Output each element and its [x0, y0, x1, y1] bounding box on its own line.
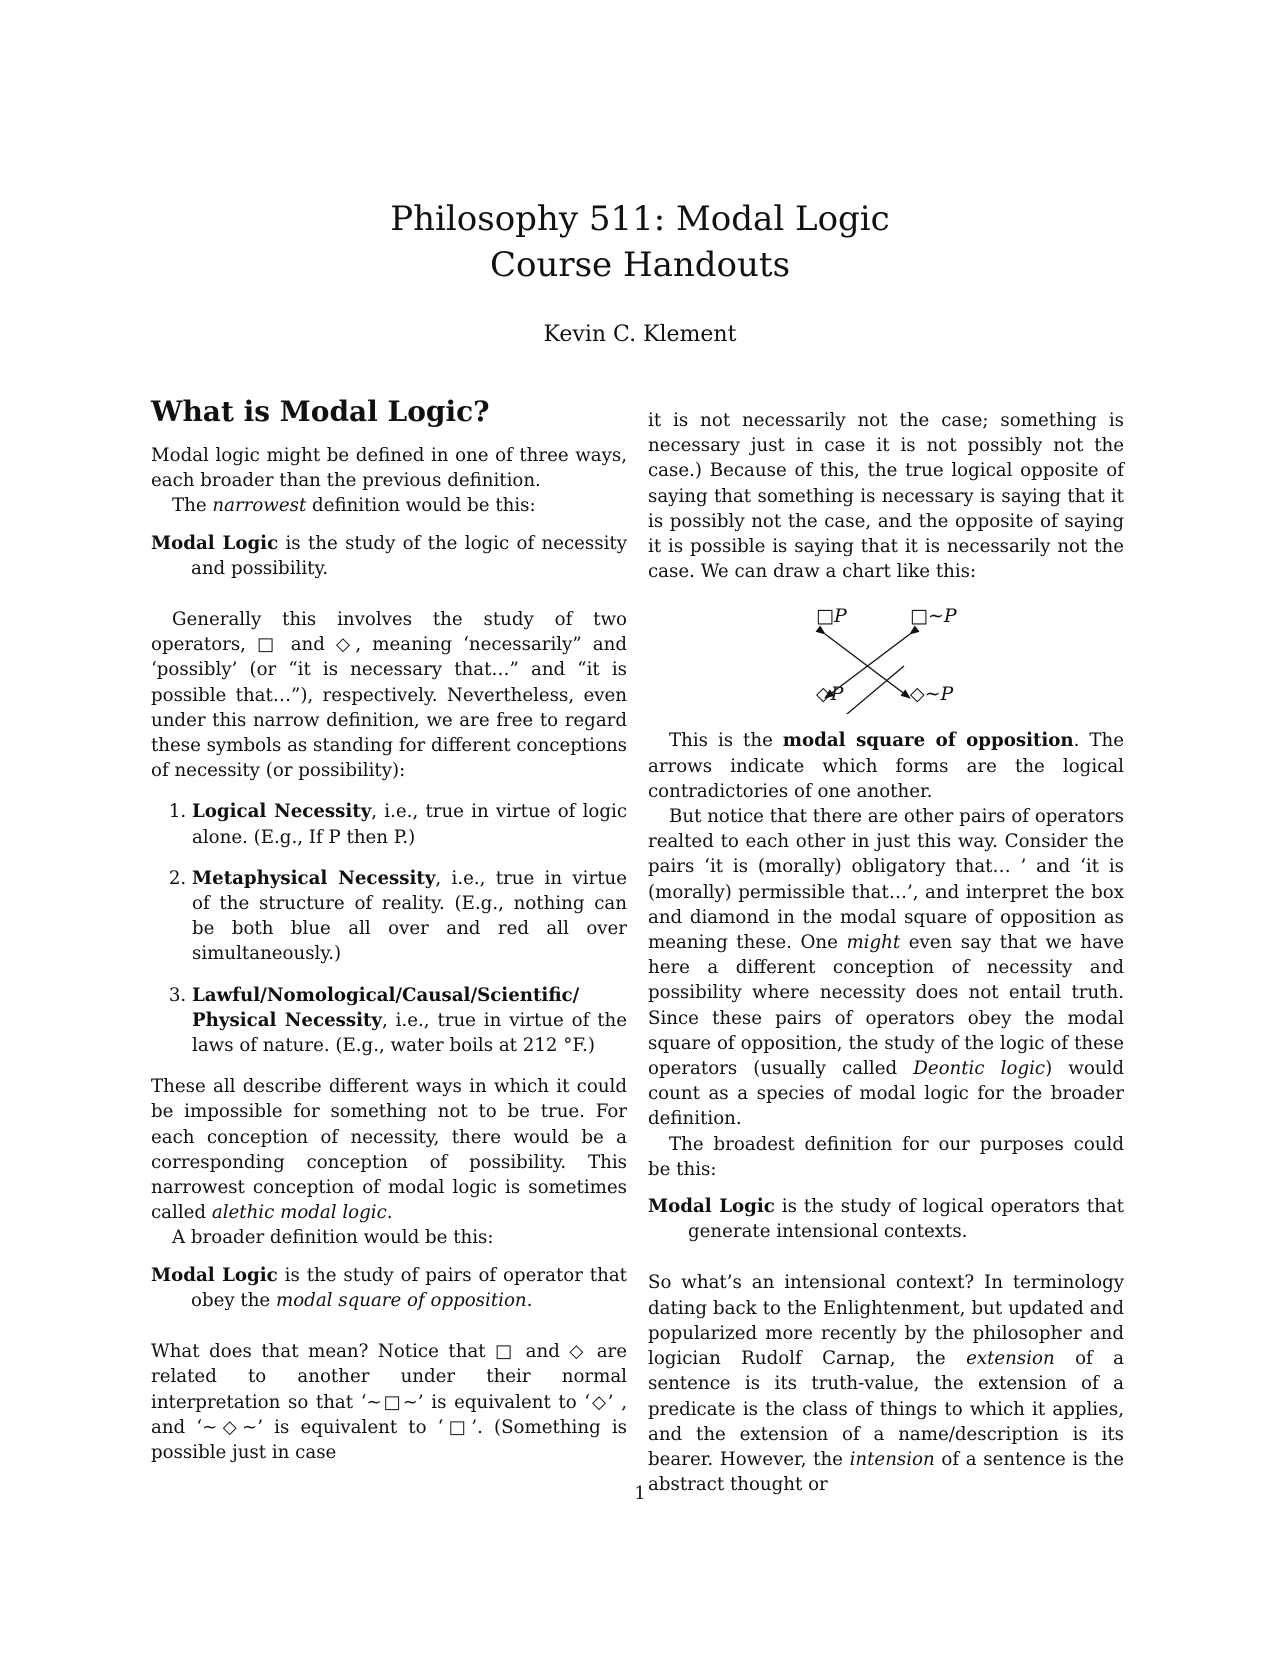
text-run: even say that we have here a different conception of necessity and possibility where necessity does not entail truth. Since these pairs of operators obey the modal square of opposition, the study of the logic of these operators (usually called: [648, 932, 1124, 1080]
paragraph: it is not necessarily not the case; something is necessary just in case it is not possibly not the case.) Because of this, the true logical opposite of saying that something is necessary is saying that it is possibly not the case, and the opposite of saying it is possible is saying that it is necessarily not the case. We can draw a chart like this:: [648, 410, 1124, 583]
list-text: , i.e., true in virtue of the laws of nature. (E.g., water boils at 212 °F.): [192, 1009, 627, 1057]
page-number: 1: [634, 1483, 646, 1504]
paragraph: Generally this involves the study of two operators, □ and ◇, meaning ‘necessarily” and ‘possibly’ (or “it is necessary that…” and “it is possible that…”), respectively. Nevertheless, even under this narrow definition, we are free to regard these symbols as standing for different conceptions of necessity (or possibility):: [151, 609, 627, 782]
document-title: [0, 196, 1280, 288]
square-top-left: □P: [816, 605, 847, 628]
paragraph: [648, 804, 1124, 1132]
paragraph: [648, 1270, 1124, 1497]
definition-text: is the study of pairs of operator that obey the: [191, 1264, 627, 1311]
list-term: Metaphysical Necessity: [192, 867, 436, 889]
emphasis: alethic modal logic: [211, 1202, 387, 1224]
paragraph: A broader definition would be this:: [172, 1227, 494, 1249]
paragraph: [648, 728, 1124, 804]
emphasis: extension: [966, 1348, 1055, 1370]
square-arrows: [648, 594, 1124, 714]
bold-term: modal square of opposition: [782, 730, 1074, 752]
definition-narrow: [151, 531, 627, 581]
text-run: definition would be this:: [306, 495, 536, 517]
modal-square-diagram: [648, 594, 1124, 714]
definition-broader: [151, 1263, 627, 1313]
definition-term: Modal Logic: [648, 1196, 775, 1218]
title-line-2: Course Handouts: [489, 245, 791, 285]
definition-text: is the study of the logic of necessity and possibility.: [191, 532, 627, 579]
list-item: [192, 866, 627, 967]
text-run: This is the: [669, 730, 783, 752]
list-term: Logical Necessity: [192, 801, 372, 823]
paragraph: [151, 1074, 627, 1225]
arrow-line: [866, 666, 904, 698]
definition-text: is the study of logical operators that generate intensional contexts.: [688, 1196, 1124, 1243]
list-text: , i.e., true in virtue of the structure of reality. (E.g., nothing can be both blue all over and red all over simultaneously.): [192, 867, 627, 965]
author: Kevin C. Klement: [543, 322, 737, 347]
text-run: But notice that there are other pairs of operators realted to each other in just this way. Consider the pairs ‘it is (morally) obligatory that… ’ and ‘it is (morally) permissible that…’, and interpret the box and diamond in the modal square of opposition as meaning these. One: [648, 806, 1124, 954]
emphasis: Deontic logic: [913, 1058, 1046, 1080]
definition-term: Modal Logic: [151, 532, 279, 554]
emphasis: narrowest: [212, 495, 307, 517]
emphasis: might: [846, 932, 901, 954]
square-top-right: □∼P: [910, 605, 957, 628]
square-bottom-left: ◇P: [816, 683, 844, 706]
list-text: , i.e., true in virtue of logic alone. (E.g., If P then P.): [192, 801, 628, 848]
section-heading: What is Modal Logic?: [151, 395, 490, 428]
list-term: Lawful/Nomological/Causal/Scientific/ Physical Necessity: [192, 984, 580, 1031]
text-run: These all describe different ways in which it could be impossible for something not to be true. For each conception of necessity, there would be a corresponding conception of possibility. This narrowest conception of modal logic is sometimes called: [151, 1076, 627, 1224]
text-run: of a sentence is the abstract thought or: [648, 1448, 1125, 1496]
paragraph: [151, 493, 627, 518]
paragraph: Modal logic might be defined in one of three ways, each broader than the previous definition.: [151, 445, 627, 492]
necessity-list: [151, 799, 627, 1058]
definition-term: Modal Logic: [151, 1264, 278, 1286]
list-item: [192, 983, 627, 1059]
text-run: So what’s an intensional context? In terminology dating back to the Enlightenment, but updated and popularized more recently by the philosopher and logician Rudolf Carnap, the: [648, 1272, 1124, 1370]
list-item: [192, 799, 627, 849]
text-run: of a sentence is its truth-value, the extension of a predicate is the class of things to which it applies, and the extension of a name/description is its bearer. However, the: [648, 1348, 1124, 1470]
text-run: ) would count as a species of modal logic for the broader definition.: [648, 1058, 1125, 1130]
emphasis: intension: [849, 1448, 935, 1470]
title-line-1: Philosophy 511: Modal Logic: [390, 199, 890, 239]
emphasis: modal square of opposition.: [275, 1289, 533, 1311]
left-column: [151, 395, 627, 1465]
text-run: . The arrows indicate which forms are the logical contradictories of one another.: [648, 730, 1124, 802]
paragraph: The broadest definition for our purposes could be this:: [648, 1133, 1124, 1180]
text-run: The: [172, 495, 213, 517]
text-run: .: [386, 1202, 393, 1224]
definition-broadest: [648, 1194, 1124, 1244]
square-bottom-right: ◇∼P: [910, 683, 954, 706]
paragraph: What does that mean? Notice that □ and ◇ are related to another under their normal interpretation so that ‘∼□∼’ is equivalent to ‘◇’ , and ‘∼◇∼’ is equivalent to ‘□’. (Something is possible just in case: [151, 1341, 627, 1463]
right-column: [648, 408, 1124, 1497]
